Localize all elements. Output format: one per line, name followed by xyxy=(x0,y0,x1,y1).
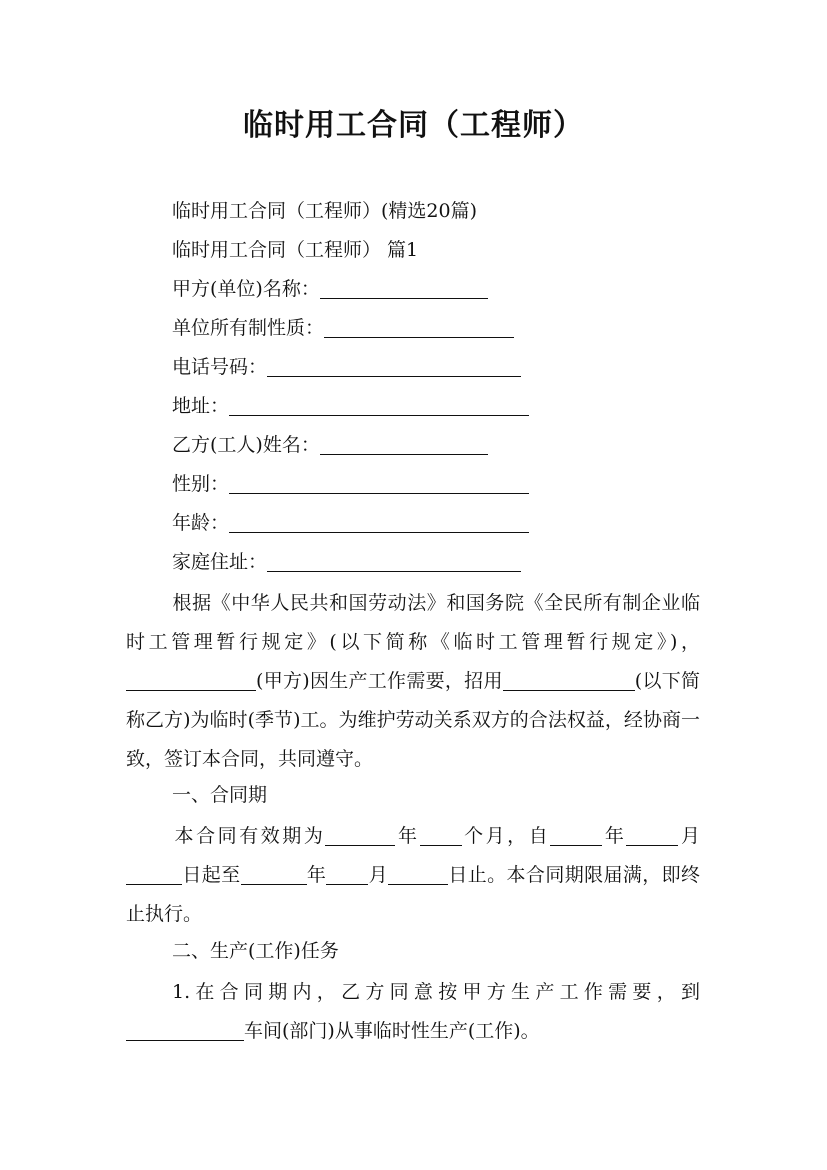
fill-blank[interactable] xyxy=(550,826,602,846)
intro-text-1: 根据《中华人民共和国劳动法》和国务院《全民所有制企业临时工管理暂行规定》(以下简称《临时工管理暂行规定》)， xyxy=(126,592,700,653)
field-home-address xyxy=(172,549,521,575)
intro-paragraph xyxy=(126,584,700,779)
field-party-a-name xyxy=(172,276,488,302)
s1-text: 年 xyxy=(602,825,627,847)
intro-text-2: (甲方)因生产工作需要，招用 xyxy=(256,670,503,692)
fill-blank[interactable] xyxy=(326,865,368,885)
fill-blank[interactable] xyxy=(320,279,488,299)
fill-blank[interactable] xyxy=(325,826,395,846)
document-subtitle: 临时用工合同（工程师）(精选20篇) xyxy=(172,200,478,222)
section2-heading: 二、生产(工作)任务 xyxy=(172,940,339,962)
field-label: 家庭住址： xyxy=(172,551,268,573)
fill-blank[interactable] xyxy=(126,865,182,885)
s1-text: 个月，自 xyxy=(461,825,551,847)
s2-text: 车间(部门)从事临时性生产(工作)。 xyxy=(244,1020,540,1042)
field-label: 年龄： xyxy=(172,512,230,534)
section2-item1 xyxy=(126,973,700,1051)
fill-blank[interactable] xyxy=(626,826,678,846)
intro-text-3: (以下简称乙方)为临时(季节)工。为维护劳动关系双方的合法权益，经协商一致，签订本合同，共同遵守。 xyxy=(126,670,701,770)
field-ownership xyxy=(172,315,514,341)
fill-blank[interactable] xyxy=(229,513,529,533)
field-gender xyxy=(172,471,529,497)
s2-text: 1.在合同期内，乙方同意按甲方生产工作需要，到 xyxy=(172,981,700,1003)
field-label: 单位所有制性质： xyxy=(172,317,325,339)
s1-text: 日起至 xyxy=(182,864,241,886)
field-label: 电话号码： xyxy=(172,356,268,378)
s1-text: 年 xyxy=(395,825,420,847)
field-label: 甲方(单位)名称： xyxy=(172,278,320,300)
fill-blank[interactable] xyxy=(229,396,529,416)
field-age xyxy=(172,510,529,536)
field-label: 乙方(工人)姓名： xyxy=(172,434,320,456)
fill-blank[interactable] xyxy=(267,552,521,572)
s1-text: 月 xyxy=(678,825,700,847)
field-label: 性别： xyxy=(172,473,230,495)
fill-blank[interactable] xyxy=(420,826,462,846)
s1-text: 本合同有效期为 xyxy=(172,825,326,847)
fill-blank[interactable] xyxy=(320,435,488,455)
field-label: 地址： xyxy=(172,395,230,417)
section1-heading: 一、合同期 xyxy=(172,784,268,806)
s1-text: 年 xyxy=(306,864,327,886)
part-heading: 临时用工合同（工程师） 篇1 xyxy=(172,239,419,261)
field-phone xyxy=(172,354,521,380)
s1-text: 月 xyxy=(368,864,389,886)
fill-blank[interactable] xyxy=(503,671,635,691)
section1-paragraph xyxy=(126,817,700,934)
fill-blank[interactable] xyxy=(229,474,529,494)
field-address xyxy=(172,393,529,419)
field-party-b-name xyxy=(172,432,488,458)
fill-blank[interactable] xyxy=(241,865,307,885)
s1-text: 日止。本合同期限届满，即终止执行。 xyxy=(126,864,700,925)
fill-blank[interactable] xyxy=(388,865,448,885)
fill-blank[interactable] xyxy=(324,318,514,338)
fill-blank[interactable] xyxy=(126,671,256,691)
fill-blank[interactable] xyxy=(267,357,521,377)
fill-blank[interactable] xyxy=(126,1021,244,1041)
document-title: 临时用工合同（工程师） xyxy=(243,108,584,143)
